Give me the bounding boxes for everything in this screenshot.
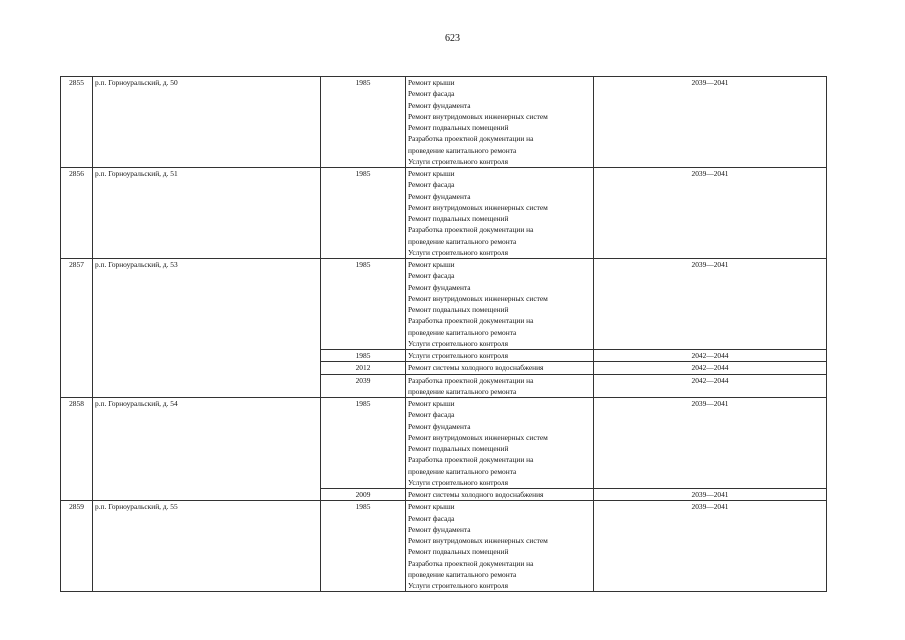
period-cell: 2039—2041	[594, 259, 827, 350]
period-cell: 2039—2041	[594, 168, 827, 259]
work-item: Разработка проектной документации на	[408, 375, 534, 385]
work-item: Услуги строительного контроля	[408, 581, 508, 590]
work-item: проведение капитального ремонта	[408, 236, 517, 246]
works-cell	[406, 501, 594, 592]
work-item: Ремонт внутридомовых инженерных систем	[408, 293, 548, 303]
period-cell: 2042—2044	[594, 350, 827, 362]
work-item: Разработка проектной документации на	[408, 134, 534, 144]
work-item: Ремонт внутридомовых инженерных систем	[408, 202, 548, 212]
table-row	[61, 168, 827, 259]
work-item: Ремонт системы холодного водоснабжения	[408, 490, 544, 499]
works-cell	[406, 362, 594, 374]
work-item: Ремонт крыши	[408, 399, 455, 408]
work-item: Ремонт крыши	[408, 169, 455, 178]
work-item: проведение капитального ремонта	[408, 327, 517, 337]
work-item: Услуги строительного контроля	[408, 247, 508, 257]
work-item: Разработка проектной документации на	[408, 316, 534, 326]
period-cell: 2039—2041	[594, 501, 827, 592]
work-item: проведение капитального ремонта	[408, 569, 517, 579]
year-cell: 1985	[321, 398, 406, 489]
work-item: Ремонт фундамента	[408, 191, 471, 201]
work-item: Ремонт подвальных помещений	[408, 547, 509, 557]
address-cell: р.п. Горноуральский, д. 53	[93, 259, 321, 398]
year-cell: 2012	[321, 362, 406, 374]
period-cell: 2039—2041	[594, 489, 827, 501]
work-item: Ремонт фундамента	[408, 282, 471, 292]
page-number: 623	[445, 33, 460, 44]
work-item: Услуги строительного контроля	[408, 156, 508, 166]
work-item: Услуги строительного контроля	[408, 351, 508, 360]
work-item: проведение капитального ремонта	[408, 466, 517, 476]
works-cell	[406, 77, 594, 168]
works-cell	[406, 168, 594, 259]
work-item: Ремонт фундамента	[408, 524, 471, 534]
work-item: Ремонт подвальных помещений	[408, 214, 509, 223]
work-item: Ремонт фасада	[408, 89, 455, 99]
row-number-cell: 2859	[61, 501, 93, 592]
year-cell: 1985	[321, 168, 406, 259]
works-cell	[406, 398, 594, 489]
year-cell: 1985	[321, 350, 406, 362]
work-item: Ремонт подвальных помещений	[408, 123, 509, 132]
period-cell: 2039—2041	[594, 398, 827, 489]
work-item: Ремонт фасада	[408, 180, 455, 190]
address-cell: р.п. Горноуральский, д. 54	[93, 398, 321, 501]
work-item: Разработка проектной документации на	[408, 225, 534, 235]
works-cell	[406, 350, 594, 362]
year-cell: 2039	[321, 374, 406, 398]
period-cell: 2039—2041	[594, 77, 827, 168]
works-cell	[406, 374, 594, 398]
table-row	[61, 398, 827, 489]
work-item: проведение капитального ремонта	[408, 145, 517, 155]
work-item: Ремонт фундамента	[408, 100, 471, 110]
work-item: Ремонт подвальных помещений	[408, 444, 509, 453]
row-number-cell: 2856	[61, 168, 93, 259]
work-item: Ремонт внутридомовых инженерных систем	[408, 111, 548, 121]
work-item: Услуги строительного контроля	[408, 338, 508, 348]
period-cell: 2042—2044	[594, 362, 827, 374]
work-item: Ремонт крыши	[408, 78, 455, 87]
work-item: Ремонт внутридомовых инженерных систем	[408, 536, 548, 545]
year-cell: 1985	[321, 77, 406, 168]
work-item: Ремонт крыши	[408, 260, 455, 269]
work-item: проведение капитального ремонта	[408, 386, 517, 396]
work-item: Ремонт крыши	[408, 502, 455, 512]
table-row	[61, 501, 827, 592]
work-item: Ремонт подвальных помещений	[408, 305, 509, 314]
works-cell	[406, 489, 594, 501]
address-cell: р.п. Горноуральский, д. 50	[93, 77, 321, 168]
work-item: Ремонт фундамента	[408, 421, 471, 431]
work-item: Разработка проектной документации на	[408, 455, 534, 465]
work-item: Ремонт внутридомовых инженерных систем	[408, 432, 548, 442]
period-cell: 2042—2044	[594, 374, 827, 398]
work-item: Ремонт фасада	[408, 410, 455, 420]
table-row	[61, 77, 827, 168]
registry-table-body	[61, 77, 827, 592]
row-number-cell: 2858	[61, 398, 93, 501]
work-item: Ремонт системы холодного водоснабжения	[408, 363, 544, 373]
address-cell: р.п. Горноуральский, д. 55	[93, 501, 321, 592]
works-cell	[406, 259, 594, 350]
registry-table	[60, 76, 827, 592]
table-row	[61, 259, 827, 350]
work-item: Ремонт фасада	[408, 513, 455, 523]
year-cell: 2009	[321, 489, 406, 501]
year-cell: 1985	[321, 259, 406, 350]
address-cell: р.п. Горноуральский, д. 51	[93, 168, 321, 259]
work-item: Услуги строительного контроля	[408, 477, 508, 487]
row-number-cell: 2857	[61, 259, 93, 398]
year-cell: 1985	[321, 501, 406, 592]
work-item: Разработка проектной документации на	[408, 558, 534, 568]
row-number-cell: 2855	[61, 77, 93, 168]
work-item: Ремонт фасада	[408, 271, 455, 281]
